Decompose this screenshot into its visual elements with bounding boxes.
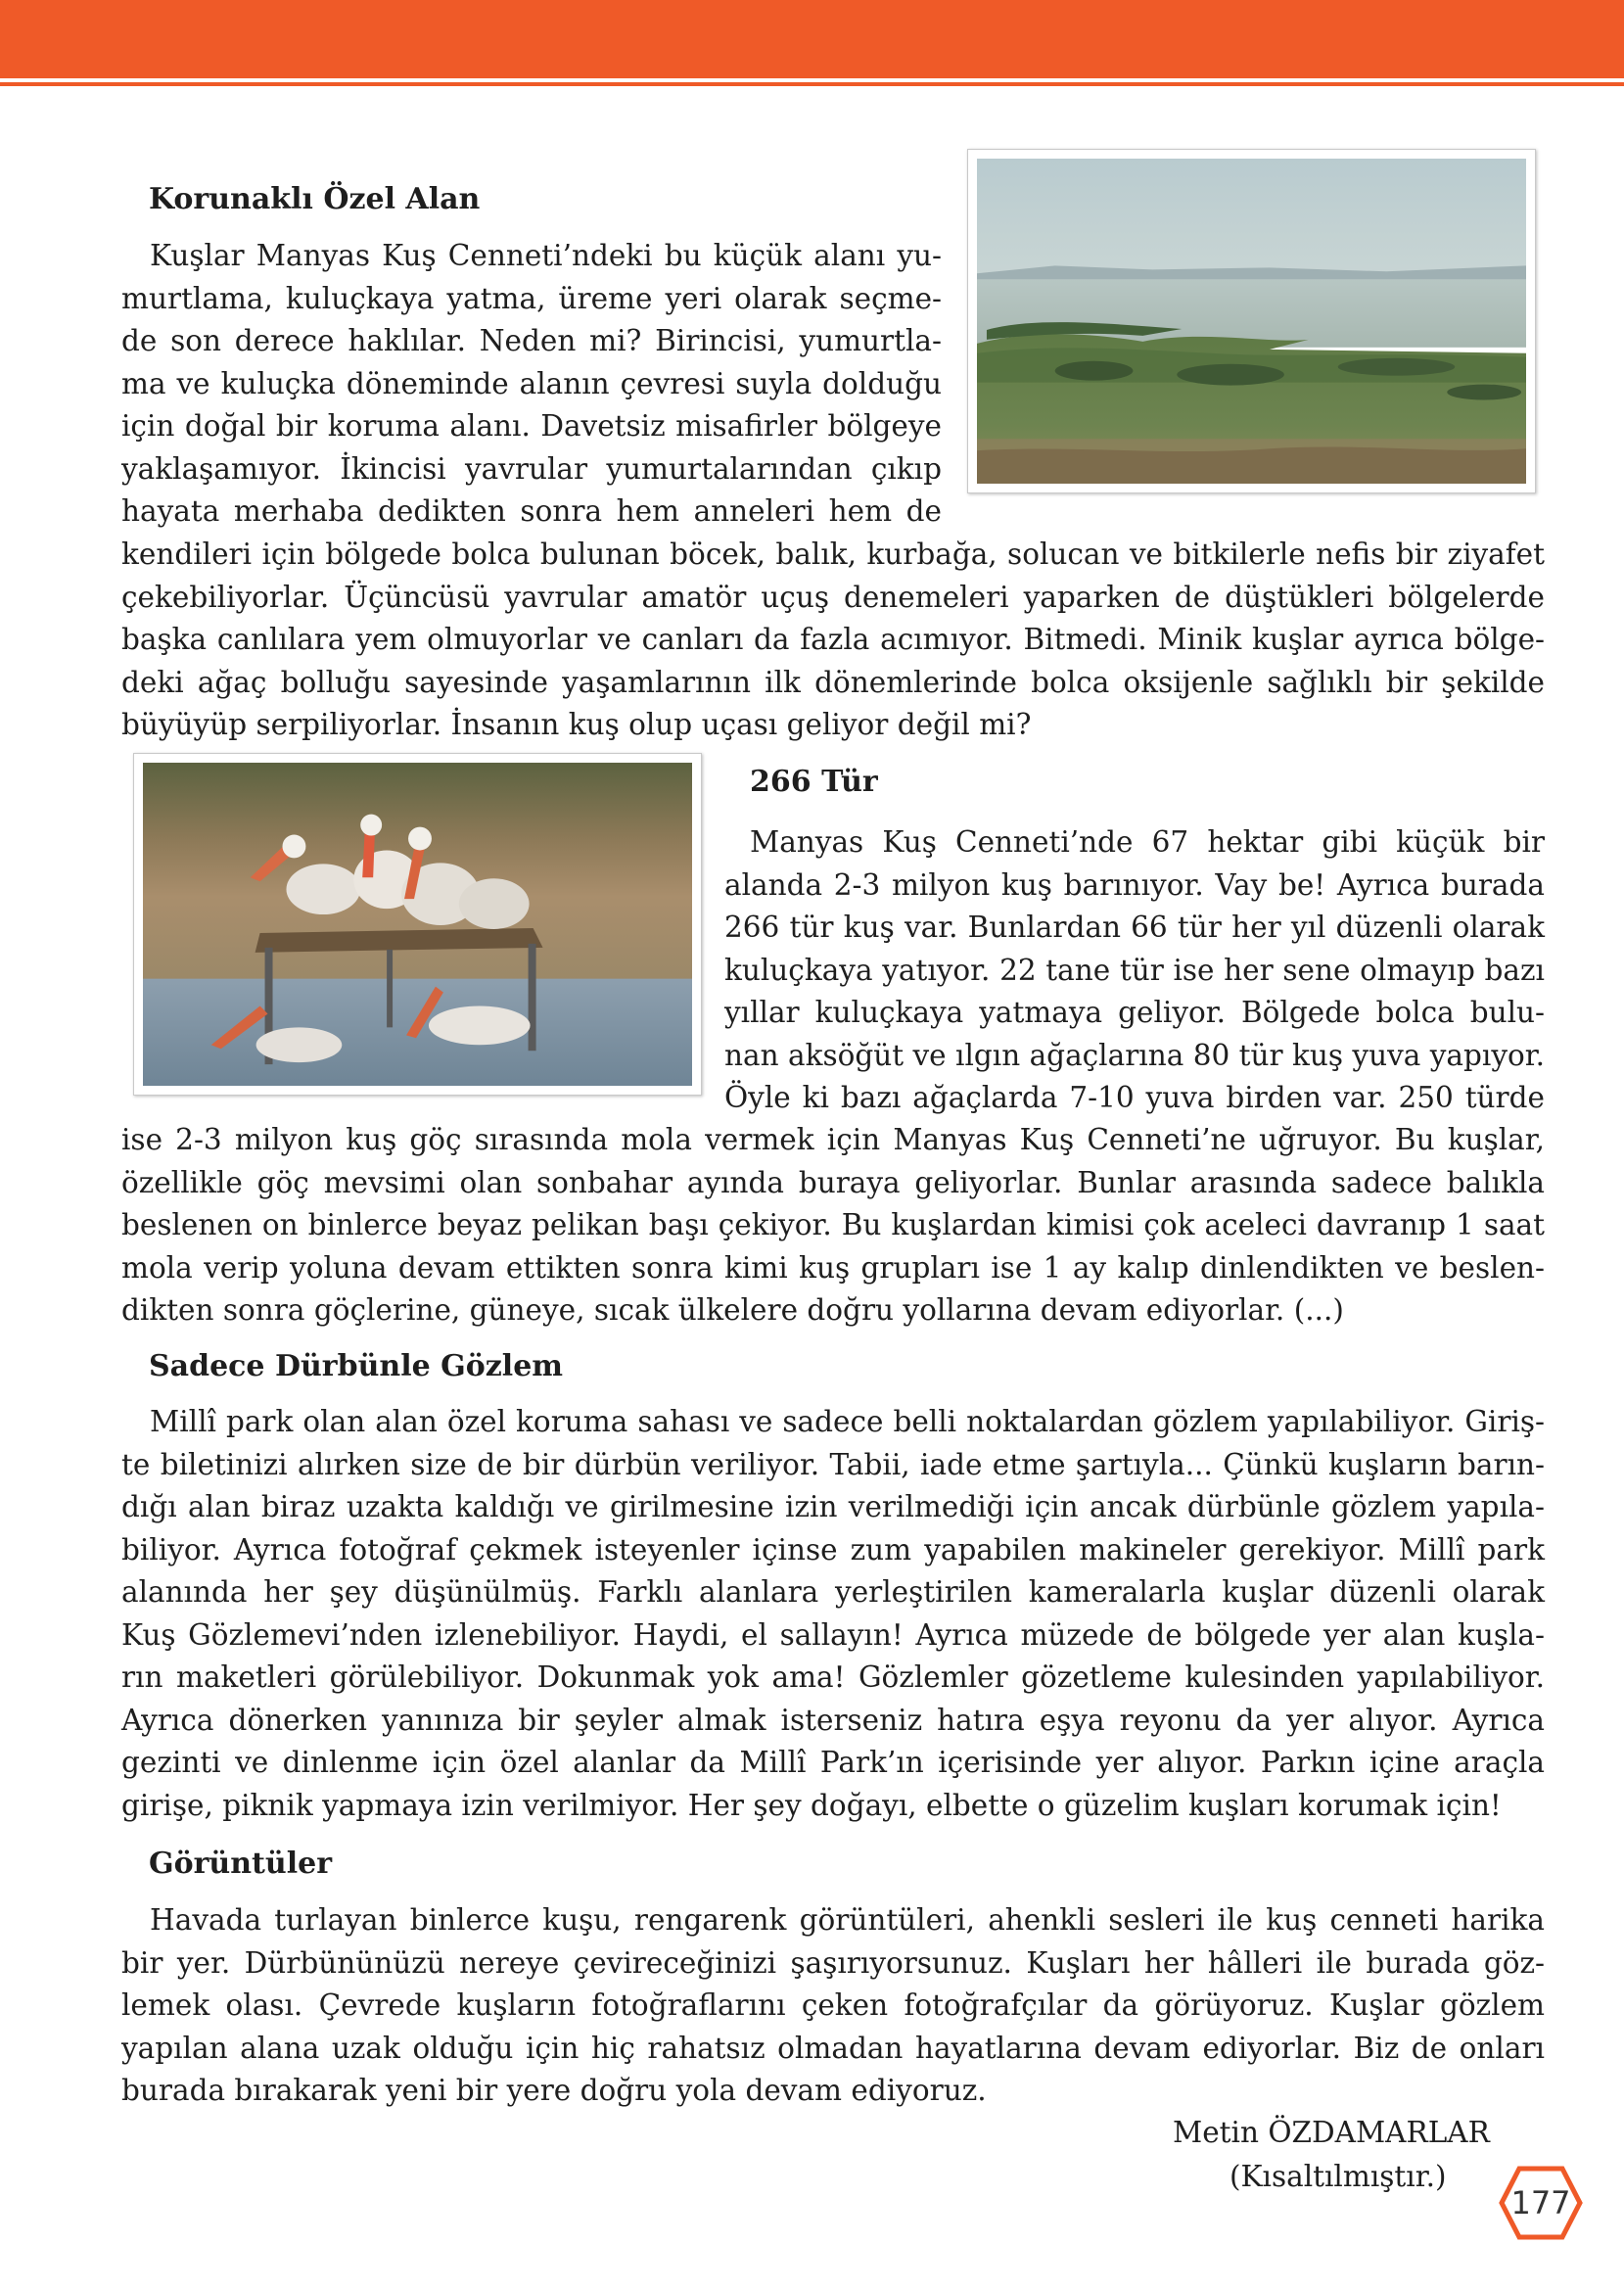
text-line: başka canlılara yem olmuyorlar ve canları da fazla acımıyor. Bitmedi. Minik kuşlar ayrıca bölge- [121,623,1545,656]
author-name: Metin ÖZDAMARLAR [1173,2116,1490,2149]
text-line: te biletinizi alırken size de bir dürbün veriliyor. Tabii, iade etme şartıyla... Çünkü kuşların barın- [121,1447,1545,1481]
text-line: Kuşlar Manyas Kuş Cenneti’ndeki bu küçük alanı yu- [150,239,942,272]
text-line: girişe, piknik yapmaya izin verilmiyor. Her şey doğayı, elbette o güzelim kuşları korumak için! [121,1788,1502,1822]
text-line: alanında her şey düşünülmüş. Farklı alanlara yerleştirilen kameralarla kuşlar düzenli olarak [121,1575,1545,1609]
text-line: Havada turlayan binlerce kuşu, rengarenk görüntüleri, ahenkli sesleri ile kuş cenneti harika [150,1903,1545,1937]
text-line: ma ve kuluçka döneminde alanın çevresi suyla dolduğu [121,366,942,400]
text-line: murtlama, kuluçkaya yatma, üreme yeri olarak seçme- [121,281,942,315]
text-line: ise 2-3 milyon kuş göç sırasında mola vermek için Manyas Kuş Cenneti’ne uğruyor. Bu kuşlar, [121,1123,1545,1156]
text-line: alanda 2-3 milyon kuş barınıyor. Vay be! Ayrıca burada [724,867,1545,902]
section-body-266-tur-narrow [724,821,1545,1120]
text-line: yıllar kuluçkaya yatmaya geliyor. Bölgede bolca bulu- [724,996,1545,1029]
text-line: büyüyüp serpiliyorlar. İnsanın kuş olup uçası geliyor değil mi? [121,708,1032,741]
text-line: hayata merhaba dedikten sonra hem anneleri hem de [121,494,942,528]
text-line: özellikle göç mevsimi olan sonbahar ayında buraya geliyorlar. Bunlar arasında sadece balıkla [121,1165,1545,1199]
lake-landscape-photo [967,149,1536,493]
text-line: rın maketleri görülebiliyor. Dokunmak yok ama! Gözlemler gözetleme kulesinden yapılabiliyor. [121,1660,1545,1694]
text-line: çekebiliyorlar. Üçüncüsü yavrular amatör uçuş denemeleri yaparken de düştükleri bölgelerde [121,580,1545,614]
pelicans-photo [133,753,702,1096]
text-line: nan aksöğüt ve ılgın ağaçlarına 80 tür kuş yuva yapıyor. [724,1038,1545,1072]
section-title-durbun: Sadece Dürbünle Gözlem [149,1349,564,1383]
section-title-korunakli: Korunaklı Özel Alan [149,182,481,216]
author-note: (Kısaltılmıştır.) [1230,2160,1447,2193]
text-line: yapılan alana uzak olduğu için hiç rahatsız olmadan hayatlarına devam ediyorlar. Biz de onları [121,2031,1545,2065]
text-line: Manyas Kuş Cenneti’nde 67 hektar gibi küçük bir [750,825,1545,859]
text-line: lemek olası. Çevrede kuşların fotoğraflarını çeken fotoğrafçılar da görüyoruz. Kuşlar gözlem [121,1988,1545,2022]
text-line: gezinti ve dinlenme için özel alanlar da Millî Park’ın içerisinde yer alıyor. Parkın içine araçla [121,1746,1545,1779]
text-line: deki ağaç bolluğu sayesinde yaşamlarının ilk dönemlerinde bolca oksijenle sağlıklı bir şekilde [121,665,1545,699]
text-line: biliyor. Ayrıca fotoğraf çekmek isteyenler içinse zum yapabilen makineler gerekiyor. Millî park [121,1532,1545,1566]
section-body-korunakli-narrow [121,235,942,534]
text-line: dığı alan biraz uzakta kaldığı ve girilmesine izin verilmediği için ancak dürbünle gözlem yapıla- [121,1490,1545,1523]
text-line: mola verip yoluna devam ettikten sonra kimi kuş grupları ise 1 ay kalıp dinlendikten ve beslen- [121,1250,1545,1285]
section-body-durbun [121,1401,1545,1827]
text-line: yaklaşamıyor. İkincisi yavrular yumurtalarından çıkıp [121,451,942,486]
section-body-korunakli-wide [121,534,1545,747]
section-title-266-tur: 266 Tür [750,765,878,799]
page-number-badge [1499,2166,1583,2240]
page-number: 177 [1510,2184,1571,2221]
text-line: beslenen on binlerce beyaz pelikan başı çekiyor. Bu kuşlardan kimisi çok aceleci davranıp 1 saat [121,1208,1545,1241]
text-line: kendileri için bölgede bolca bulunan böcek, balık, kurbağa, solucan ve bitkilerle nefis bir ziyafet [121,538,1545,571]
section-body-goruntuler [121,1899,1545,2113]
text-line: dikten sonra göçlerine, güneye, sıcak ülkelere doğru yollarına devam ediyorlar. (...) [121,1293,1344,1327]
section-body-266-tur-wide [121,1119,1545,1333]
text-line: kuluçkaya yatıyor. 22 tane tür ise her sene olmayıp bazı [724,953,1545,987]
text-line: Ayrıca dönerken yanınıza bir şeyler almak isterseniz hatıra eşya reyonu da yer alıyor. Ayrıca [121,1703,1545,1737]
text-line: Öyle ki bazı ağaçlarda 7-10 yuva birden var. 250 türde [724,1081,1545,1114]
header-bar [0,0,1624,78]
text-line: de son derece haklılar. Neden mi? Birincisi, yumurtla- [121,324,942,357]
text-line: için doğal bir koruma alanı. Davetsiz misafirler bölgeye [121,409,942,443]
text-line: 266 tür kuş var. Bunlardan 66 tür her yıl düzenli olarak [724,911,1545,944]
section-title-goruntuler: Görüntüler [149,1847,333,1881]
text-line: burada bırakarak yeni bir yere doğru yola devam ediyoruz. [121,2074,987,2107]
text-line: Kuş Gözlemevi’nden izlenebiliyor. Haydi, el sallayın! Ayrıca müzede de bölgede yer alan kuşla- [121,1617,1545,1652]
text-line: bir yer. Dürbününüzü nereye çevireceğinizi şaşırıyorsunuz. Kuşları her hâlleri ile burada göz- [121,1945,1545,1980]
header-rule [0,82,1624,86]
text-line: Millî park olan alan özel koruma sahası ve sadece belli noktalardan gözlem yapılabiliyor. Giriş- [150,1405,1545,1438]
